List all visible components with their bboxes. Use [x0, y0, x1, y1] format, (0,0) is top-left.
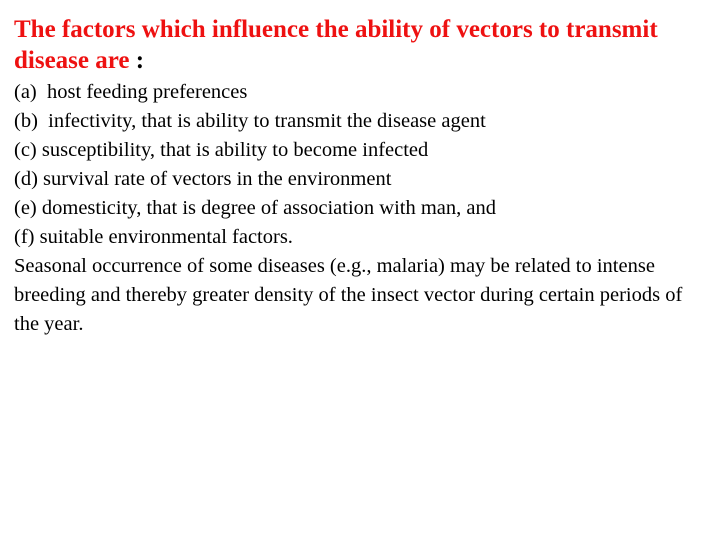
- factor-item-c: [14, 136, 704, 165]
- factor-text: suitable environmental factors.: [39, 226, 293, 248]
- factor-marker: (b): [14, 110, 38, 132]
- factor-item-b: [14, 107, 704, 136]
- factor-item-d: [14, 165, 704, 194]
- slide-content: [14, 14, 704, 339]
- factor-marker: (f): [14, 226, 35, 248]
- factor-text: survival rate of vectors in the environment: [43, 168, 392, 190]
- factor-text: susceptibility, that is ability to become infected: [41, 139, 429, 161]
- factor-item-f: [14, 223, 704, 252]
- factor-text: host feeding preferences: [47, 81, 248, 103]
- factor-marker: (c): [14, 139, 37, 161]
- factor-list: [14, 78, 704, 252]
- slide-title: [14, 14, 704, 76]
- factor-text: domesticity, that is degree of association with man, and: [41, 197, 497, 219]
- slide-title-colon: :: [129, 47, 145, 74]
- factor-marker: (a): [14, 81, 37, 103]
- factor-marker: (d): [14, 168, 38, 190]
- seasonal-paragraph: Seasonal occurrence of some diseases (e.g., malaria) may be related to intense breeding and thereby greater density of the insect vector during certain periods of the year.: [14, 255, 683, 335]
- slide-title-text: The factors which influence the ability of vectors to transmit disease are: [14, 16, 658, 74]
- factor-item-a: [14, 78, 704, 107]
- factor-marker: (e): [14, 197, 37, 219]
- factor-item-e: [14, 194, 704, 223]
- factor-gap: [38, 110, 48, 132]
- factor-gap: [37, 81, 47, 103]
- factor-text: infectivity, that is ability to transmit the disease agent: [48, 110, 486, 132]
